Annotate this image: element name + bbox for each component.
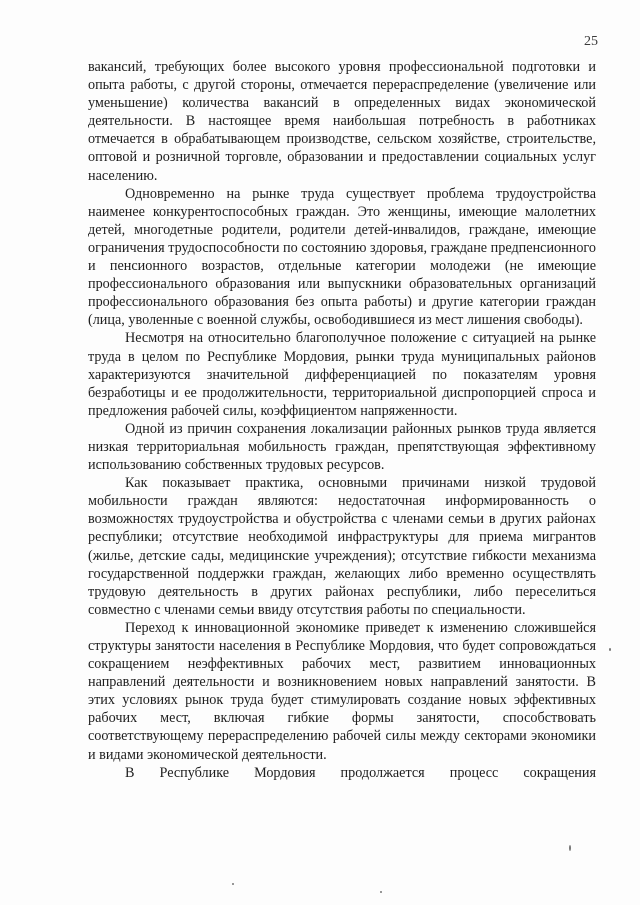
scan-speck <box>232 883 234 885</box>
scan-speck <box>380 891 382 893</box>
scan-speck <box>609 648 611 651</box>
paragraph-mobility-reasons: Как показывает практика, основными причинами низкой трудовой мобильности граждан являются: недостаточная информированность о возможностях трудоустройства и обустройства с членами семьи в других районах республики; отсутствие необходимой инфраструктуры для приема мигрантов (жилье, детские сады, медицинские учреждения); отсутствие гибкости механизма государственной поддержки граждан, желающих либо временно осуществлять трудовую деятельность в других районах республики, либо переселиться совместно с членами семьи ввиду отсутствия работы по специальности. <box>88 475 596 618</box>
page-number: 25 <box>584 34 598 49</box>
paragraph-municipal-markets: Несмотря на относительно благополучное положение с ситуацией на рынке труда в целом по Республике Мордовия, рынки труда муниципальных районов характеризуются значительной дифференциацией по показателям уровня безработицы и ее продолжительности, территориальной диспропорцией спроса и предложения рабочей силы, коэффициентом напряженности. <box>88 330 596 419</box>
paragraph-vulnerable-groups: Одновременно на рынке труда существует проблема трудоустройства наименее конкурентоспособных граждан. Это женщины, имеющие малолетних детей, многодетные родители, родители детей-инвалидов, граждане, имеющие ограничения трудоспособности по состоянию здоровья, граждане предпенсионного и пенсионного возрастов, отдельные категории молодежи (не имеющие профессионального образования или выпускники образовательных организаций профессионального образования без опыта работы) и другие категории граждан (лица, уволенные с военной службы, освободившиеся из мест лишения свободы). <box>88 185 596 329</box>
document-body <box>88 58 596 782</box>
paragraph-innovative-economy: Переход к инновационной экономике приведет к изменению сложившейся структуры занятости населения в Республике Мордовия, что будет сопровождаться сокращением неэффективных рабочих мест, развитием инновационных направлений деятельности и возникновением новых направлений занятости. В этих условиях рынок труда будет стимулировать создание новых эффективных рабочих мест, включая гибкие формы занятости, способствовать соответствующему перераспределению рабочей силы между секторами экономики и видами экономической деятельности. <box>88 619 596 763</box>
paragraph-continuation: вакансий, требующих более высокого уровня профессиональной подготовки и опыта работы, с другой стороны, отмечается перераспределение (увеличение или уменьшение) количества вакансий в определенных видах экономической деятельности. В настоящее время наибольшая потребность в работниках отмечается в обрабатывающем производстве, сельском хозяйстве, строительстве, оптовой и розничной торговле, образовании и предоставлении социальных услуг населению. <box>88 59 596 184</box>
scan-speck <box>569 845 571 851</box>
paragraph-reduction-start: В Республике Мордовия продолжается процесс сокращения <box>125 764 596 781</box>
paragraph-localization: Одной из причин сохранения локализации районных рынков труда является низкая территориальная мобильность граждан, препятствующая эффективному использованию собственных трудовых ресурсов. <box>88 420 596 474</box>
